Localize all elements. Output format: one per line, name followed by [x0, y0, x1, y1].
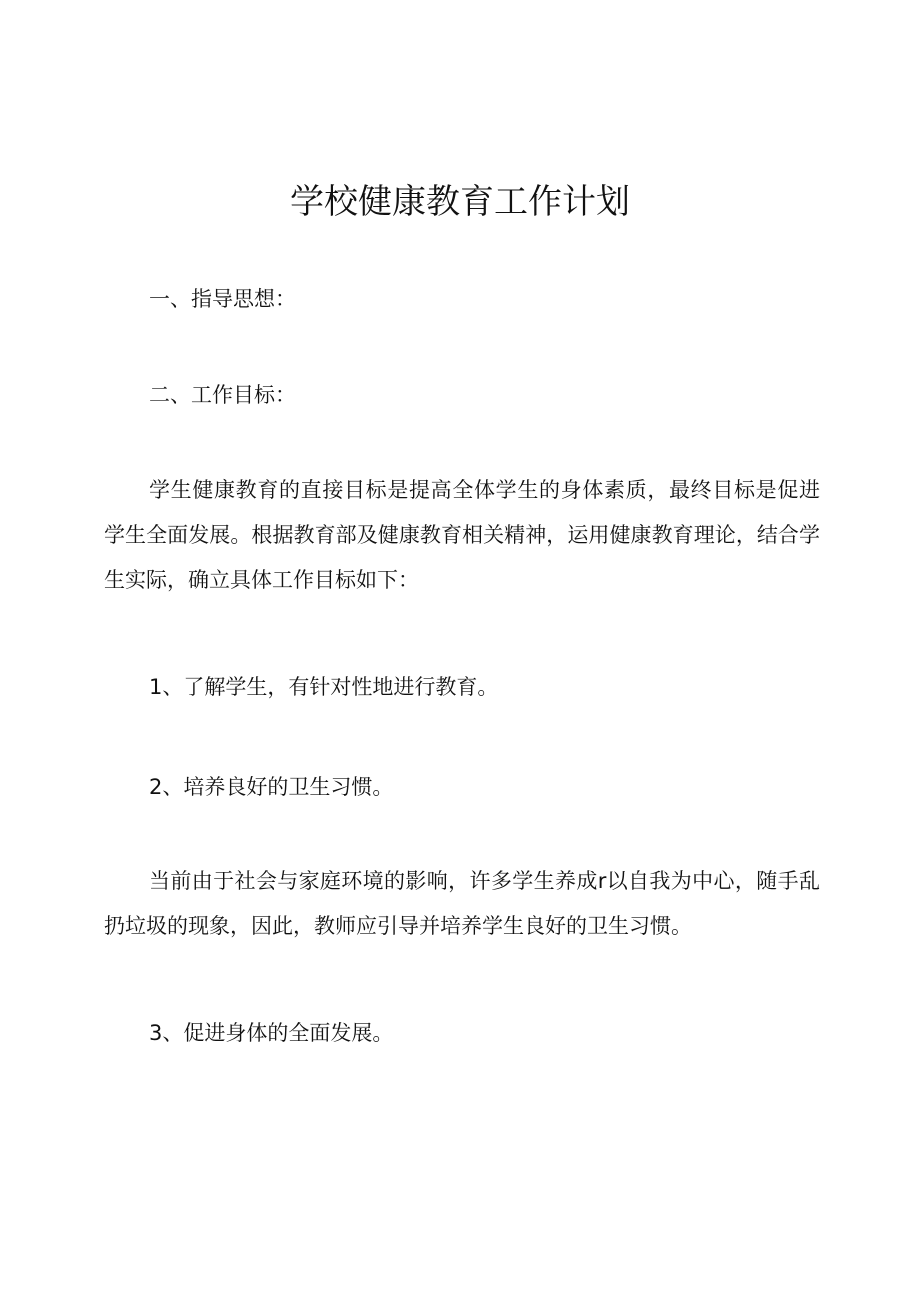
goal-item-3: 3、促进身体的全面发展。 — [149, 1021, 394, 1045]
goal-item-2: 2、培养良好的卫生习惯。 — [149, 775, 394, 799]
goal-item-1: 1、了解学生，有针对性地进行教育。 — [149, 675, 499, 699]
section-heading-work-goals: 二、工作目标： — [149, 383, 296, 407]
document-title: 学校健康教育工作计划 — [290, 182, 630, 222]
hygiene-paragraph: 当前由于社会与家庭环境的影响，许多学生养成r以自我为中心，随手乱扔垃圾的现象，因此，教师应引导并培养学生良好的卫生习惯。 — [104, 869, 820, 938]
goals-paragraph: 学生健康教育的直接目标是提高全体学生的身体素质，最终目标是促进学生全面发展。根据教育部及健康教育相关精神，运用健康教育理论，结合学生实际，确立具体工作目标如下： — [104, 478, 820, 592]
section-heading-guiding-thought: 一、指导思想： — [149, 287, 296, 311]
